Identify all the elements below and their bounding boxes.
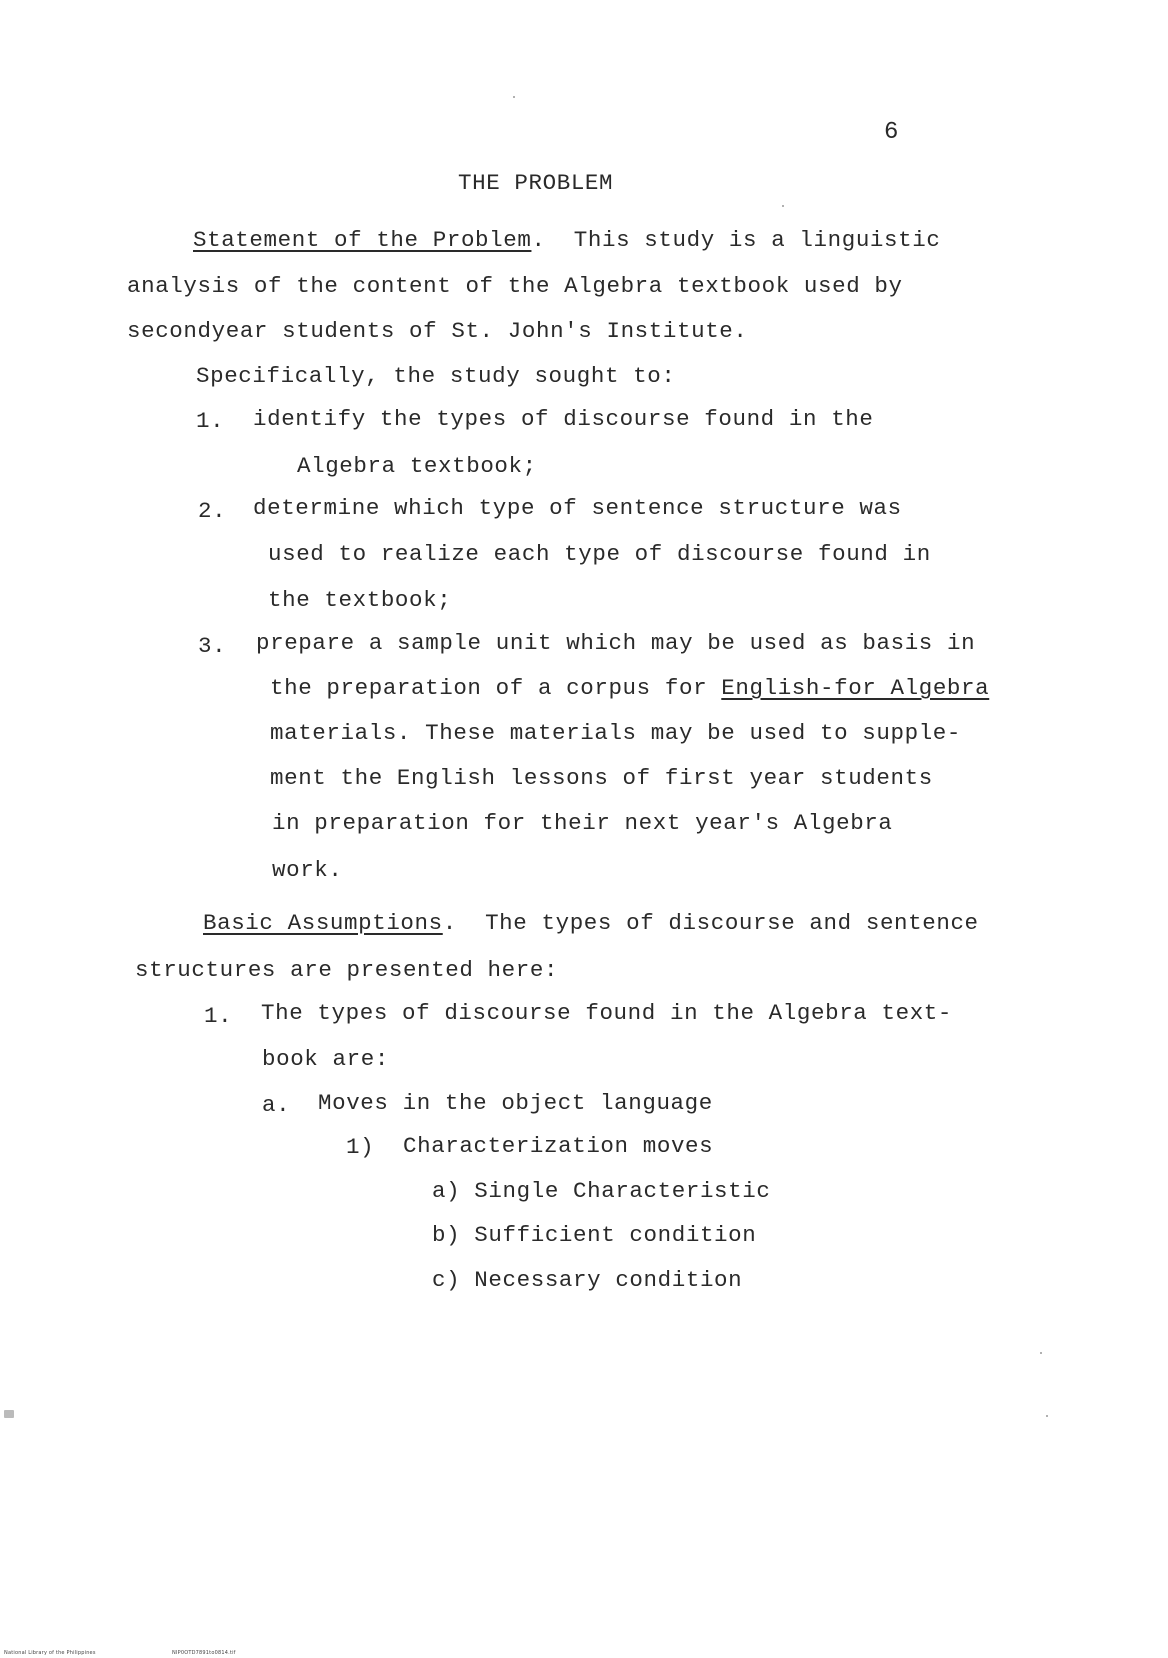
assumptions-paragraph-line-2: structures are presented here:	[135, 957, 559, 983]
scan-speck	[1046, 1415, 1048, 1417]
assumptions-text-1: The types of discourse and sentence	[485, 910, 979, 936]
sub-1-label: 1)	[346, 1134, 375, 1160]
english-for-algebra-underlined: English-for Algebra	[721, 675, 990, 701]
objective-3-line-1: prepare a sample unit which may be used as basis in	[256, 630, 976, 656]
objective-3-line-6: work.	[272, 857, 343, 883]
objective-2-line-1: determine which type of sentence structure was	[253, 495, 902, 521]
section-heading: THE PROBLEM	[458, 170, 614, 196]
subsub-item-b: b) Sufficient condition	[432, 1222, 757, 1248]
subsub-item-c: c) Necessary condition	[432, 1267, 743, 1293]
sub-a-label: a.	[262, 1092, 291, 1118]
scan-speck	[4, 1410, 14, 1418]
scan-speck	[782, 205, 784, 207]
assumption-1-line-2: book are:	[262, 1046, 389, 1072]
assumptions-label: Basic Assumptions	[203, 910, 443, 936]
objective-1-line-2: Algebra textbook;	[297, 453, 537, 479]
objective-3-line-3: materials. These materials may be used to supple-	[270, 720, 962, 746]
statement-paragraph-line-2: analysis of the content of the Algebra textbook used by	[127, 273, 903, 299]
objective-1-number: 1.	[196, 408, 225, 434]
statement-paragraph-line-1	[193, 227, 940, 253]
footer-library-name: National Library of the Philippines	[4, 1650, 96, 1656]
objective-3-line-2	[270, 675, 989, 701]
objective-3-line-4: ment the English lessons of first year students	[270, 765, 933, 791]
assumption-1-number: 1.	[204, 1003, 233, 1029]
footer-file-id: NIP0OTD7891to0814.tif	[172, 1650, 236, 1656]
specifically-line: Specifically, the study sought to:	[196, 363, 676, 389]
objective-2-line-2: used to realize each type of discourse found in	[268, 541, 931, 567]
objective-2-number: 2.	[198, 498, 227, 524]
statement-label: Statement of the Problem	[193, 227, 532, 253]
page-number: 6	[884, 119, 900, 146]
assumption-1-line-1: The types of discourse found in the Algebra text-	[261, 1000, 953, 1026]
scan-speck	[1040, 1352, 1042, 1354]
statement-paragraph-line-3: secondyear students of St. John's Institute.	[127, 318, 748, 344]
objective-3-number: 3.	[198, 633, 227, 659]
sub-a-text: Moves in the object language	[318, 1090, 713, 1116]
assumptions-label-punct: .	[442, 910, 457, 936]
statement-text-1: This study is a linguistic	[573, 227, 941, 253]
sub-1-text: Characterization moves	[403, 1133, 714, 1159]
statement-label-punct: .	[531, 227, 546, 253]
objective-2-line-3: the textbook;	[268, 587, 452, 613]
objective-1-line-1: identify the types of discourse found in the	[253, 406, 874, 432]
subsub-item-a: a) Single Characteristic	[432, 1178, 771, 1204]
objective-3-line-5: in preparation for their next year's Algebra	[272, 810, 893, 836]
scan-speck	[513, 96, 515, 98]
objective-3-line-2-text: the preparation of a corpus for	[270, 675, 722, 701]
assumptions-paragraph-line-1	[203, 910, 979, 936]
